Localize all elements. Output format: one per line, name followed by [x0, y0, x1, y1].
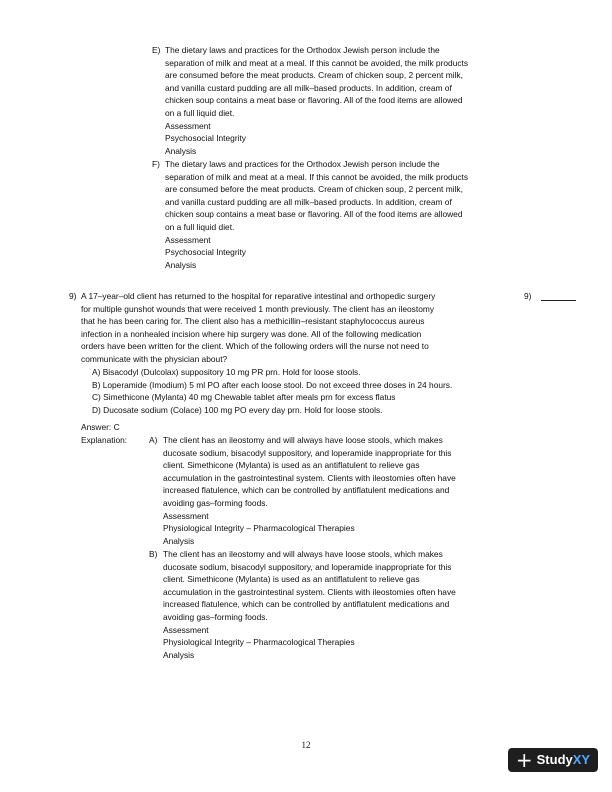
explanation-letter: B)	[149, 549, 158, 559]
question-text: A 17–year–old client has returned to the hospital for reparative intestinal and orthopedic surgery	[81, 291, 436, 301]
explanation-text: increased flatulence, which can be controlled by antiflatulent medications and	[163, 485, 450, 496]
answer-blank-line	[541, 300, 576, 301]
explanation-text: increased flatulence, which can be controlled by antiflatulent medications and	[163, 599, 450, 610]
brand-prefix: Study	[536, 752, 573, 767]
explanation-tag: Analysis	[163, 649, 195, 660]
option-b: B) Loperamide (Imodium) 5 ml PO after each loose stool. Do not exceed three doses in 24 hours.	[92, 379, 453, 390]
answer-text: The dietary laws and practices for the Orthodox Jewish person include the	[165, 159, 440, 169]
explanation-text: avoiding gas–forming foods.	[163, 612, 268, 622]
answer-text: on a full liquid diet.	[165, 108, 235, 118]
explanation-tag: Assessment	[163, 510, 209, 521]
answer-text: and vanilla custard pudding are all milk–based products. In addition, cream of	[165, 196, 452, 207]
question-text: communicate with the physician about?	[81, 354, 228, 364]
explanation-text: avoiding gas–forming foods.	[163, 498, 268, 508]
option-c: C) Simethicone (Mylanta) 40 mg Chewable tablet after meals prn for excess flatus	[92, 392, 396, 403]
answer-text: chicken soup contains a meat base or flavoring. All of the food items are allowed	[165, 209, 463, 220]
explanation-tag: Physiological Integrity – Pharmacological Therapies	[163, 523, 355, 534]
answer-letter: F)	[152, 159, 160, 169]
answer-text: The dietary laws and practices for the Orthodox Jewish person include the	[165, 45, 440, 55]
answer-text: and vanilla custard pudding are all milk–based products. In addition, cream of	[165, 82, 452, 93]
question-text: that he has been caring for. The client also has a methicillin–resistant staphylococcus aureus	[81, 316, 425, 327]
explanation-label: Explanation:	[81, 435, 128, 445]
explanation-text: client. Simethicone (Mylanta) is used as an antiflatulent to relieve gas	[163, 574, 420, 585]
question-number: 9)	[69, 291, 77, 301]
answer-tag: Assessment	[165, 120, 211, 131]
answer-key: Answer: C	[81, 422, 120, 432]
explanation-text: accumulation in the gastrointestinal system. Clients with ileostomies often have	[163, 472, 456, 483]
answer-text: are consumed before the meat products. Cream of chicken soup, 2 percent milk,	[165, 184, 463, 195]
explanation-letter: A)	[149, 435, 158, 445]
studyxy-badge[interactable]	[508, 748, 598, 772]
explanation-text: ducosate sodium, bisacodyl suppository, and loperamide inappropriate for this	[163, 447, 452, 458]
answer-letter: E)	[152, 45, 161, 55]
answer-tag: Psychosocial Integrity	[165, 247, 246, 258]
answer-text: separation of milk and meat at a meal. If this cannot be avoided, the milk products	[165, 171, 469, 182]
answer-tag: Analysis	[165, 259, 197, 270]
page-number: 12	[301, 740, 311, 750]
answer-text: on a full liquid diet.	[165, 222, 235, 232]
explanation-tag: Analysis	[163, 535, 195, 546]
explanation-text: The client has an ileostomy and will always have loose stools, which makes	[163, 435, 443, 445]
answer-tag: Assessment	[165, 234, 211, 245]
answer-blank-number: 9)	[524, 291, 532, 301]
option-d: D) Ducosate sodium (Colace) 100 mg PO every day prn. Hold for loose stools.	[92, 404, 383, 415]
explanation-text: The client has an ileostomy and will always have loose stools, which makes	[163, 549, 443, 559]
answer-text: separation of milk and meat at a meal. If this cannot be avoided, the milk products	[165, 57, 469, 68]
question-text: orders have been written for the client. Which of the following orders will the nurse not need to	[81, 341, 429, 352]
brand-accent: XY	[572, 752, 591, 767]
question-text: infection in a nonhealed incision where hip surgery was done. All of the following medication	[81, 328, 422, 339]
question-text: for multiple gunshot wounds that were received 1 month previously. The client has an ileostomy	[81, 303, 435, 314]
answer-tag: Analysis	[165, 145, 197, 156]
plus-icon: +	[515, 748, 533, 772]
explanation-tag: Assessment	[163, 624, 209, 635]
answer-text: chicken soup contains a meat base or flavoring. All of the food items are allowed	[165, 95, 463, 106]
explanation-text: client. Simethicone (Mylanta) is used as an antiflatulent to relieve gas	[163, 460, 420, 471]
explanation-text: ducosate sodium, bisacodyl suppository, and loperamide inappropriate for this	[163, 561, 452, 572]
answer-text: are consumed before the meat products. Cream of chicken soup, 2 percent milk,	[165, 70, 463, 81]
explanation-text: accumulation in the gastrointestinal system. Clients with ileostomies often have	[163, 586, 456, 597]
brand-name	[537, 753, 590, 767]
answer-tag: Psychosocial Integrity	[165, 133, 246, 144]
explanation-tag: Physiological Integrity – Pharmacological Therapies	[163, 637, 355, 648]
option-a: A) Bisacodyl (Dulcolax) suppository 10 mg PR prn. Hold for loose stools.	[92, 367, 361, 377]
